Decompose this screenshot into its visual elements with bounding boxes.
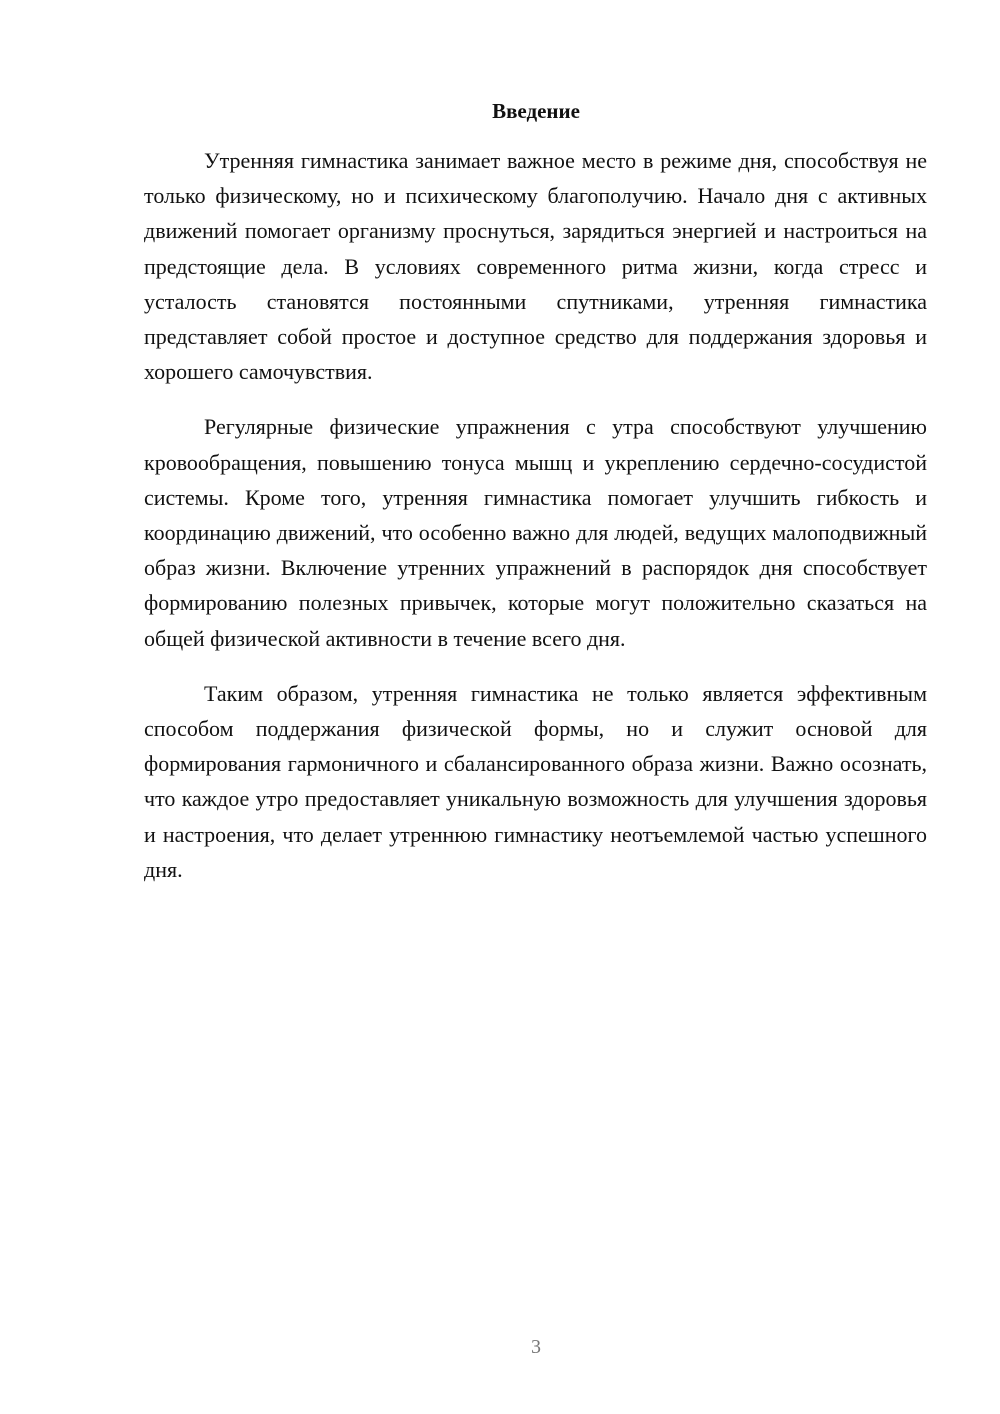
paragraph-1: Утренняя гимнастика занимает важное место в режиме дня, способствуя не только физическому, но и психическому благополучию. Начало дня с активных движений помогает организму проснуться, зарядиться энергией и настроиться на предстоящие дела. В условиях современного ритма жизни, когда стресс и усталость становятся постоянными спутниками, утренняя гимнастика представляет собой простое и доступное средство для поддержания здоровья и хорошего самочувствия. [144,148,927,385]
paragraph-2: Регулярные физические упражнения с утра способствуют улучшению кровообращения, повышению тонуса мышц и укреплению сердечно-сосудистой системы. Кроме того, утренняя гимнастика помогает улучшить гибкость и координацию движений, что особенно важно для людей, ведущих малоподвижный образ жизни. Включение утренних упражнений в распорядок дня способствует формированию полезных привычек, которые могут положительно сказаться на общей физической активности в течение всего дня. [144,414,927,651]
paragraph-3: Таким образом, утренняя гимнастика не только является эффективным способом поддержания физической формы, но и служит основой для формирования гармоничного и сбалансированного образа жизни. Важно осознать, что каждое утро предоставляет уникальную возможность для улучшения здоровья и настроения, что делает утреннюю гимнастику неотъемлемой частью успешного дня. [144,680,927,882]
body-text [144,143,927,907]
section-title: Введение [492,99,580,123]
page-number: 3 [531,1336,541,1358]
